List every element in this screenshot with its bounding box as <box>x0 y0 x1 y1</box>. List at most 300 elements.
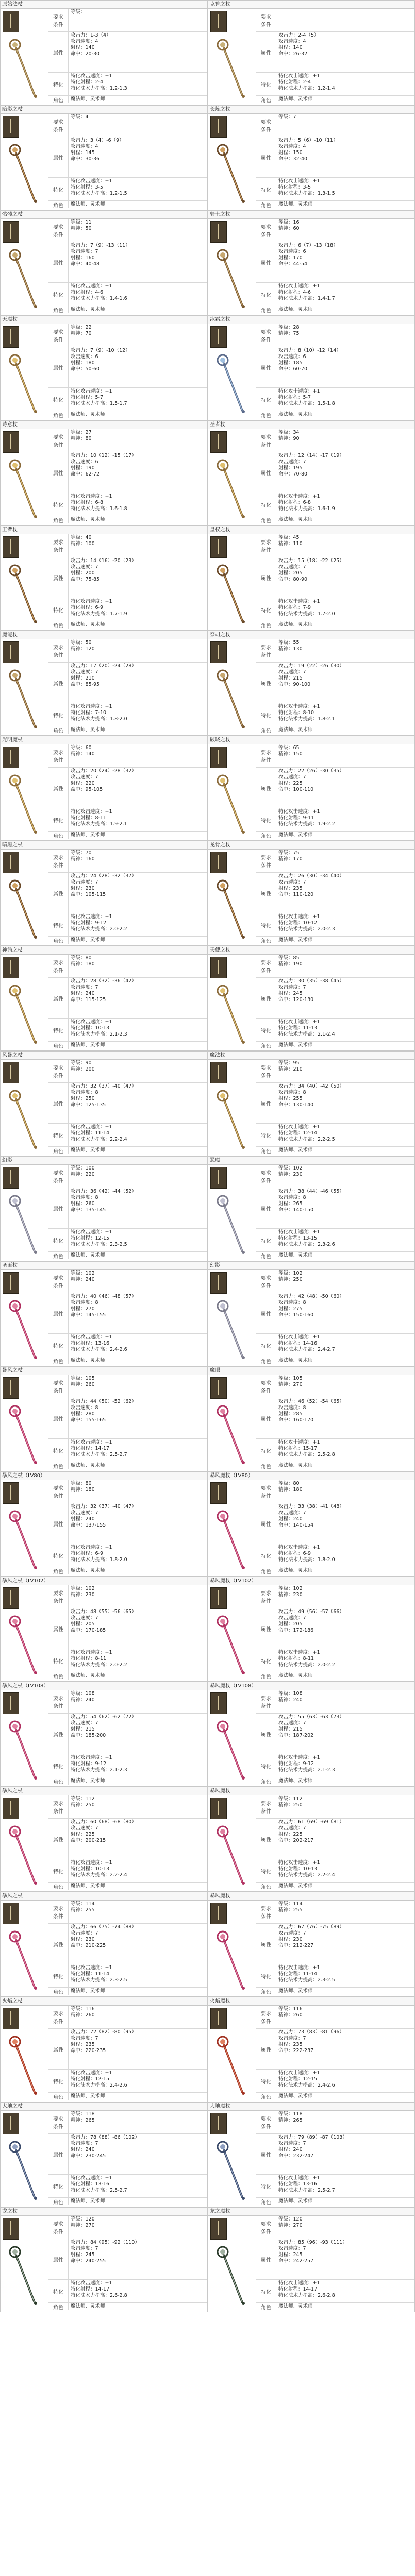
item-body <box>1 114 207 210</box>
staff-image <box>212 2242 252 2308</box>
attribute-row <box>48 1188 207 1229</box>
attribute-line: 攻击速度：7 <box>278 564 306 570</box>
special-line: 特化攻击速度：+1 <box>278 1019 320 1025</box>
attribute-line: 攻击速度：7 <box>71 249 98 255</box>
attribute-line: 攻击速度：7 <box>278 2246 306 2251</box>
requirement-row <box>256 114 414 137</box>
special-row <box>48 2070 207 2093</box>
requirement-row <box>48 2216 207 2239</box>
special-line: 特化攻击速度：+1 <box>278 1965 320 1971</box>
job-label: 角色 <box>48 1462 69 1469</box>
requirement-label: 要求 条件 <box>48 850 69 872</box>
requirement-label: 要求 条件 <box>48 534 69 557</box>
item-name: 原始法杖 <box>1 1 207 9</box>
item-card <box>208 1892 415 1997</box>
requirement-label: 要求 条件 <box>256 1270 276 1293</box>
job-row <box>256 1252 414 1259</box>
item-name: 光明魔杖 <box>1 736 207 744</box>
requirement-line: 精神：180 <box>71 1487 95 1493</box>
special-line: 特化攻击速度：+1 <box>278 1755 320 1760</box>
attribute-label: 属性 <box>256 1398 276 1438</box>
requirement-row <box>48 850 207 873</box>
attribute-label: 属性 <box>256 1083 276 1123</box>
attribute-label: 属性 <box>48 452 69 493</box>
item-info <box>48 1690 207 1786</box>
item-card <box>208 1577 415 1682</box>
special-line: 特化射程：8-11 <box>71 1656 107 1662</box>
attribute-line: 射程：170 <box>278 255 303 261</box>
job-value: 魔法师、灵术师 <box>71 2198 105 2204</box>
job-row <box>48 2303 207 2310</box>
special-values <box>69 808 207 831</box>
staff-image <box>5 245 44 311</box>
attribute-line: 攻击力：36（42）-44（52） <box>71 1189 137 1194</box>
requirement-line: 精神：270 <box>71 2223 95 2228</box>
attribute-line: 射程：245 <box>278 991 303 996</box>
job-value: 魔法师、灵术师 <box>278 517 313 522</box>
attribute-row <box>256 32 414 73</box>
special-label: 特化 <box>48 178 69 200</box>
special-line: 特化攻击速度：+1 <box>71 599 112 604</box>
requirement-line: 等级：116 <box>278 2006 303 2012</box>
special-line: 特化法术力提高：1.7-2.0 <box>278 611 335 617</box>
requirement-line: 等级：55 <box>278 640 300 646</box>
job-value: 魔法师、灵术师 <box>278 1568 313 1573</box>
attribute-line: 攻击力：7（9）-10（12） <box>71 348 130 353</box>
item-info <box>48 114 207 210</box>
attribute-values <box>69 1714 207 1754</box>
requirement-values <box>276 1480 414 1503</box>
item-name: 破晓之杖 <box>208 736 414 744</box>
requirement-label: 要求 条件 <box>256 9 276 31</box>
attribute-line: 攻击力：14（16）-20（23） <box>71 558 137 564</box>
staff-image <box>5 455 44 521</box>
attribute-line: 攻击力：78（88）-86（102） <box>71 2134 140 2140</box>
item-info <box>256 955 414 1050</box>
item-name: 暴风魔杖（LV102） <box>208 1577 414 1585</box>
requirement-row <box>48 1060 207 1083</box>
job-label: 角色 <box>256 621 276 629</box>
attribute-line: 攻击速度：4 <box>278 144 306 149</box>
special-line: 特化射程：5-7 <box>71 395 104 400</box>
job-label: 角色 <box>48 306 69 313</box>
attribute-line: 攻击力：15（18）-22（25） <box>278 558 344 564</box>
requirement-values <box>69 2006 207 2028</box>
attribute-row <box>48 1398 207 1439</box>
attribute-row <box>48 1083 207 1124</box>
special-line: 特化法术力提高：2.1-2.3 <box>278 1767 335 1773</box>
attribute-line: 射程：140 <box>71 45 95 50</box>
special-line: 特化攻击速度：+1 <box>278 1229 320 1235</box>
item-body <box>1 1585 207 1681</box>
item-thumbnail <box>3 747 19 768</box>
attribute-label: 属性 <box>48 557 69 598</box>
staff-image <box>5 1296 44 1362</box>
item-image-column <box>208 429 256 525</box>
special-values <box>69 1754 207 1777</box>
special-values <box>69 388 207 411</box>
item-info <box>48 429 207 525</box>
item-image-column <box>208 1480 256 1576</box>
staff-image <box>212 1611 252 1677</box>
attribute-values <box>69 347 207 387</box>
attribute-line: 射程：150 <box>278 150 303 156</box>
job-value: 魔法师、灵术师 <box>71 1778 105 1784</box>
special-line: 特化攻击速度：+1 <box>71 1439 112 1445</box>
attribute-label: 属性 <box>48 242 69 282</box>
item-image-column <box>1 1270 48 1366</box>
special-row <box>256 1124 414 1147</box>
item-image-column <box>1 1690 48 1786</box>
item-info <box>256 1585 414 1681</box>
staff-image <box>5 2242 44 2308</box>
item-body <box>1 219 207 315</box>
special-label: 特化 <box>256 2280 276 2302</box>
attribute-line: 攻击速度：7 <box>71 1825 98 1831</box>
special-values <box>276 598 414 621</box>
attribute-values <box>69 1924 207 1964</box>
attribute-values <box>69 557 207 598</box>
item-body <box>1 744 207 840</box>
attribute-row <box>48 1293 207 1334</box>
special-values <box>69 703 207 726</box>
special-row <box>48 1649 207 1672</box>
item-image-column <box>208 955 256 1050</box>
requirement-row <box>256 534 414 557</box>
job-value: 魔法师、灵术师 <box>71 1568 105 1573</box>
special-line: 特化射程：7-9 <box>278 605 311 611</box>
attribute-line: 命中：172-186 <box>278 1628 314 1633</box>
special-line: 特化射程：9-12 <box>71 920 107 926</box>
requirement-line: 等级： <box>71 9 86 15</box>
item-card <box>0 1787 208 1892</box>
item-thumbnail <box>210 1798 227 1819</box>
attribute-line: 命中：202-217 <box>278 1838 314 1843</box>
attribute-row <box>48 2029 207 2070</box>
staff-image <box>5 665 44 731</box>
requirement-row <box>48 534 207 557</box>
requirement-label: 要求 条件 <box>256 744 276 767</box>
job-row <box>256 1883 414 1890</box>
attribute-line: 攻击速度：7 <box>278 2141 306 2146</box>
special-row <box>48 283 207 306</box>
job-row <box>48 96 207 103</box>
special-row <box>256 1334 414 1357</box>
item-image-column <box>1 955 48 1050</box>
special-line: 特化射程：8-11 <box>71 815 107 821</box>
requirement-row <box>48 429 207 452</box>
requirement-label: 要求 条件 <box>256 2111 276 2133</box>
attribute-line: 攻击力：40（46）-48（57） <box>71 1294 137 1299</box>
job-label: 角色 <box>256 2198 276 2205</box>
special-values <box>276 73 414 95</box>
attribute-row <box>256 557 414 598</box>
special-line: 特化射程：6-8 <box>71 500 104 505</box>
special-line: 特化射程：2-4 <box>71 79 104 85</box>
special-values <box>276 1019 414 1041</box>
special-row <box>256 913 414 937</box>
special-line: 特化法术力提高：1.2-1.3 <box>71 86 127 91</box>
job-label: 角色 <box>48 1777 69 1785</box>
requirement-row <box>256 1690 414 1714</box>
requirement-row <box>48 1480 207 1503</box>
requirement-line: 等级：7 <box>278 114 296 120</box>
requirement-values <box>276 534 414 557</box>
special-line: 特化攻击速度：+1 <box>278 2070 320 2076</box>
requirement-line: 精神：60 <box>278 226 300 231</box>
attribute-line: 射程：190 <box>71 465 95 471</box>
requirement-line: 等级：75 <box>278 850 300 856</box>
special-values <box>69 1544 207 1567</box>
attribute-line: 攻击力：2-4（5） <box>278 32 319 38</box>
item-card <box>208 2102 415 2207</box>
item-card <box>0 841 208 946</box>
requirement-label: 要求 条件 <box>256 1795 276 1818</box>
item-info <box>48 9 207 105</box>
attribute-row <box>256 242 414 283</box>
special-label: 特化 <box>48 388 69 411</box>
attribute-label: 属性 <box>256 242 276 282</box>
special-line: 特化法术力提高：2.1-2.4 <box>278 1031 335 1037</box>
job-value: 魔法师、灵术师 <box>71 1883 105 1889</box>
special-label: 特化 <box>48 493 69 516</box>
requirement-line: 精神：170 <box>278 856 303 862</box>
item-body <box>208 955 414 1050</box>
requirement-row <box>256 219 414 242</box>
attribute-row <box>256 2239 414 2280</box>
item-body <box>1 1165 207 1261</box>
requirement-line: 精神：230 <box>71 1592 95 1598</box>
job-row <box>256 201 414 208</box>
staff-image <box>212 1401 252 1467</box>
attribute-label: 属性 <box>48 2029 69 2069</box>
job-label: 角色 <box>48 1357 69 1364</box>
attribute-line: 射程：285 <box>278 1411 303 1417</box>
attribute-line: 射程：240 <box>71 2147 95 2153</box>
special-line: 特化射程：5-7 <box>278 395 311 400</box>
attribute-line: 攻击力：54（62）-62（72） <box>71 1714 137 1720</box>
special-label: 特化 <box>256 1859 276 1882</box>
attribute-line: 命中：135-145 <box>71 1207 106 1213</box>
attribute-line: 攻击速度：7 <box>71 564 98 570</box>
job-value: 魔法师、灵术师 <box>71 412 105 417</box>
requirement-line: 等级：108 <box>278 1691 303 1697</box>
attribute-row <box>48 32 207 73</box>
requirement-line: 精神：240 <box>71 1277 95 1282</box>
attribute-line: 攻击力：10（12）-15（17） <box>71 453 137 459</box>
attribute-row <box>256 663 414 703</box>
special-line: 特化法术力提高：2.5-2.7 <box>71 2188 127 2193</box>
item-thumbnail <box>210 1377 227 1399</box>
special-line: 特化攻击速度：+1 <box>278 809 320 815</box>
special-row <box>48 598 207 621</box>
item-body <box>208 2111 414 2207</box>
requirement-label: 要求 条件 <box>48 114 69 137</box>
special-row <box>48 1124 207 1147</box>
item-thumbnail <box>3 1062 19 1083</box>
requirement-line: 等级：90 <box>71 1060 92 1066</box>
attribute-line: 攻击速度：7 <box>71 774 98 780</box>
requirement-label: 要求 条件 <box>48 1901 69 1923</box>
item-thumbnail <box>210 1587 227 1609</box>
attribute-line: 射程：230 <box>278 1937 303 1942</box>
attribute-values <box>276 2239 414 2279</box>
special-label: 特化 <box>48 1964 69 1987</box>
item-image-column <box>208 2111 256 2207</box>
requirement-label: 要求 条件 <box>256 1165 276 1188</box>
job-value: 魔法师、灵术师 <box>278 1147 313 1153</box>
item-info <box>48 1375 207 1471</box>
attribute-values <box>276 137 414 177</box>
special-line: 特化射程：12-15 <box>71 2076 110 2082</box>
attribute-row <box>256 873 414 913</box>
requirement-row <box>256 9 414 32</box>
item-name: 恶魔 <box>208 1157 414 1165</box>
item-card <box>0 105 208 210</box>
requirement-row <box>48 324 207 347</box>
special-row <box>256 2280 414 2303</box>
attribute-line: 命中：200-215 <box>71 1838 106 1843</box>
requirement-line: 精神：130 <box>278 646 303 652</box>
job-value: 魔法师、灵术师 <box>71 1042 105 1048</box>
attribute-values <box>276 557 414 598</box>
attribute-values <box>276 1293 414 1333</box>
item-image-column <box>1 1795 48 1891</box>
job-row <box>48 411 207 418</box>
special-line: 特化法术力提高：2.2-2.4 <box>71 1872 127 1878</box>
staff-image <box>212 1716 252 1782</box>
attribute-line: 攻击速度：7 <box>278 1510 306 1516</box>
job-row <box>48 1357 207 1364</box>
requirement-row <box>48 955 207 978</box>
job-row <box>256 1357 414 1364</box>
attribute-values <box>69 1503 207 1544</box>
job-label: 角色 <box>256 1147 276 1154</box>
job-row <box>256 1567 414 1574</box>
special-row <box>256 1649 414 1672</box>
item-thumbnail <box>3 536 19 558</box>
item-image-column <box>1 219 48 315</box>
requirement-values <box>276 1690 414 1713</box>
requirement-row <box>256 1270 414 1293</box>
item-card <box>0 1051 208 1156</box>
attribute-line: 命中：242-257 <box>278 2258 314 2264</box>
special-label: 特化 <box>256 178 276 200</box>
staff-image <box>5 1716 44 1782</box>
special-label: 特化 <box>256 73 276 95</box>
special-line: 特化法术力提高：2.0-2.2 <box>71 926 127 932</box>
special-line: 特化法术力提高：2.3-2.5 <box>71 1977 127 1983</box>
item-info <box>256 1795 414 1891</box>
attribute-label: 属性 <box>256 1608 276 1649</box>
item-info <box>256 2216 414 2312</box>
item-card <box>0 1156 208 1261</box>
special-values <box>276 1754 414 1777</box>
item-info <box>48 219 207 315</box>
item-body <box>1 429 207 525</box>
item-name: 祭司之杖 <box>208 631 414 639</box>
item-card <box>208 1471 415 1577</box>
job-row <box>256 1777 414 1785</box>
special-row <box>256 1229 414 1252</box>
item-name: 暴风之杖（LV108） <box>1 1682 207 1690</box>
requirement-values <box>69 1165 207 1188</box>
item-info <box>48 1165 207 1261</box>
attribute-row <box>256 452 414 493</box>
requirement-label: 要求 条件 <box>48 1060 69 1082</box>
staff-image <box>212 560 252 626</box>
attribute-line: 命中：137-155 <box>71 1522 106 1528</box>
item-thumbnail <box>3 1903 19 1924</box>
special-line: 特化法术力提高：2.2-2.4 <box>71 1137 127 1142</box>
special-line: 特化攻击速度：+1 <box>278 2175 320 2181</box>
requirement-row <box>256 1480 414 1503</box>
attribute-line: 命中：120-130 <box>278 997 314 1003</box>
job-label: 角色 <box>256 1777 276 1785</box>
attribute-row <box>256 1188 414 1229</box>
requirement-values <box>69 1690 207 1713</box>
item-image-column <box>208 534 256 630</box>
attribute-values <box>69 32 207 72</box>
requirement-line: 等级：116 <box>71 2006 95 2012</box>
requirement-row <box>256 1165 414 1188</box>
special-line: 特化攻击速度：+1 <box>71 2280 112 2286</box>
item-body <box>1 1375 207 1471</box>
attribute-line: 攻击力：7（9）-13（11） <box>71 243 130 248</box>
job-value: 魔法师、灵术师 <box>278 201 313 207</box>
special-line: 特化攻击速度：+1 <box>278 283 320 289</box>
attribute-line: 射程：240 <box>71 991 95 996</box>
special-line: 特化射程：11-13 <box>278 1025 318 1031</box>
requirement-line: 等级：4 <box>71 114 89 120</box>
job-row <box>256 726 414 734</box>
item-info <box>256 1480 414 1576</box>
special-label: 特化 <box>48 1859 69 1882</box>
requirement-row <box>256 2216 414 2239</box>
attribute-values <box>276 2134 414 2174</box>
item-name: 圣者杖 <box>208 421 414 429</box>
attribute-row <box>48 1608 207 1649</box>
requirement-row <box>48 9 207 32</box>
special-row <box>48 2175 207 2198</box>
requirement-line: 等级：28 <box>278 325 300 330</box>
item-image-column <box>208 1690 256 1786</box>
requirement-values <box>69 9 207 31</box>
requirement-row <box>48 1375 207 1398</box>
special-label: 特化 <box>48 2280 69 2302</box>
attribute-line: 攻击力：85（96）-93（111） <box>278 2240 347 2245</box>
item-card <box>0 0 208 105</box>
item-image-column <box>1 850 48 945</box>
job-value: 魔法师、灵术师 <box>278 622 313 628</box>
attribute-line: 命中：50-60 <box>71 366 100 372</box>
item-image-column <box>208 9 256 105</box>
special-line: 特化射程：13-16 <box>278 2181 318 2187</box>
job-row <box>256 306 414 313</box>
requirement-line: 精神：160 <box>71 856 95 862</box>
attribute-values <box>69 1188 207 1228</box>
attribute-values <box>276 1819 414 1859</box>
job-row <box>48 621 207 629</box>
item-name: 魔能杖 <box>1 631 207 639</box>
attribute-values <box>276 452 414 493</box>
attribute-values <box>69 873 207 913</box>
attribute-line: 攻击速度：7 <box>71 2141 98 2146</box>
special-row <box>256 703 414 726</box>
attribute-line: 射程：215 <box>71 1726 95 1732</box>
requirement-line: 等级：11 <box>71 219 92 225</box>
job-row <box>48 1672 207 1680</box>
